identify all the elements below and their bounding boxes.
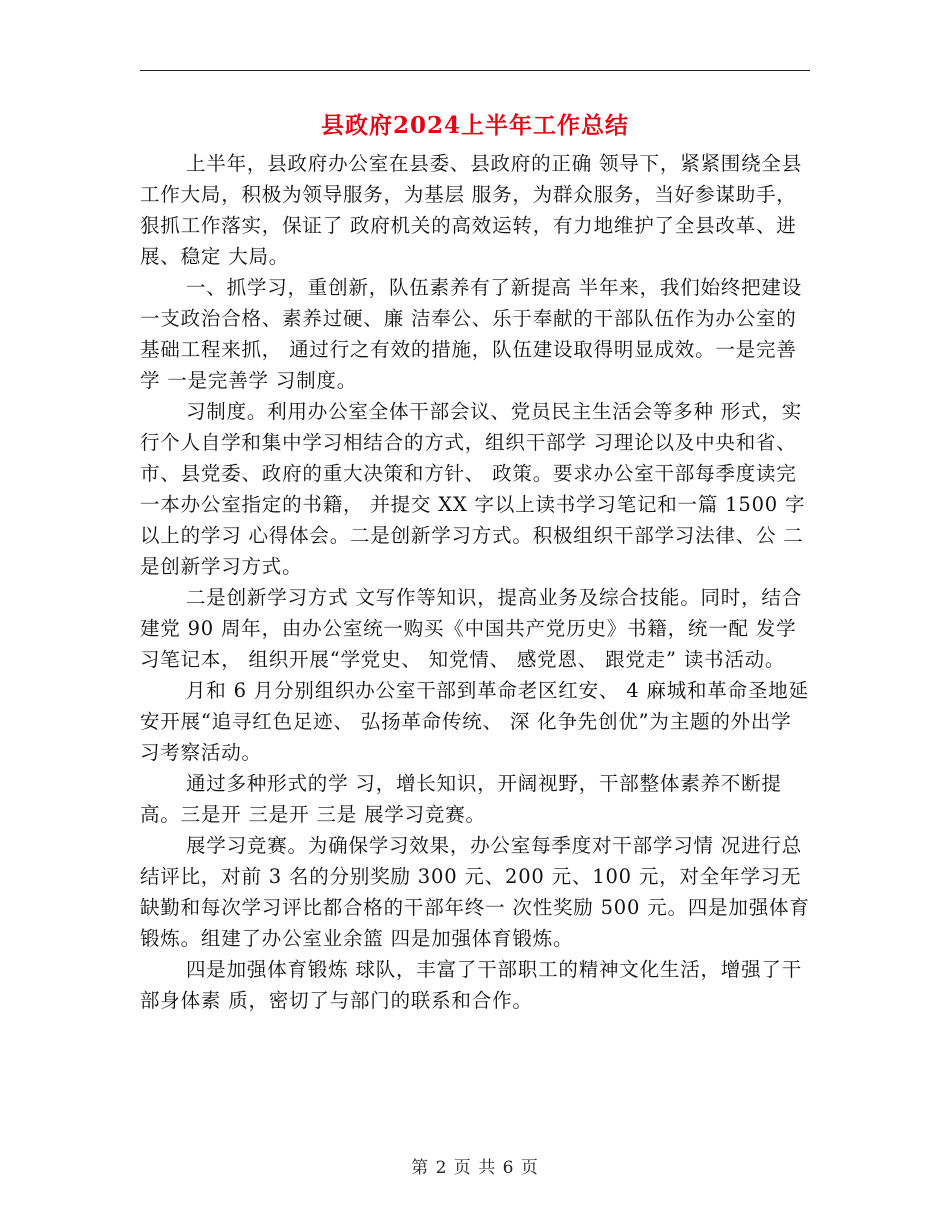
page-number-footer: 第 2 页 共 6 页 — [411, 1158, 539, 1178]
paragraph: 二是创新学习方式 文写作等知识，提高业务及综合技能。同时，结合建党 90 周年，由办公室统一购买《中国共产党历史》书籍，统一配 发学习笔记本， 组织开展“学党史、 知党情、 感党恩、 跟党走” 读书活动。 — [140, 586, 802, 671]
paragraph: 月和 6 月分别组织办公室干部到革命老区红安、 4 麻城和革命圣地延安开展“追寻红色足迹、 弘扬革命传统、 深 化争先创优”为主题的外出学习考察活动。 — [140, 679, 809, 764]
paragraph: 一、抓学习，重创新，队伍素养有了新提高 半年来，我们始终把建设一支政治合格、素养过硬、廉 洁奉公、乐于奉献的干部队伍作为办公室的基础工程来抓， 通过行之有效的措施，队伍建设取得明显成效。一是完善学 一是完善学 习制度。 — [140, 276, 802, 392]
paragraph: 上半年，县政府办公室在县委、县政府的正确 领导下，紧紧围绕全县工作大局，积极为领导服务，为基层 服务，为群众服务，当好参谋助手，狠抓工作落实，保证了 政府机关的高效运转，有力地维护了全县改革、进展、稳定 大局。 — [140, 152, 802, 268]
header-rule — [140, 70, 810, 71]
paragraph: 通过多种形式的学 习，增长知识，开阔视野，干部整体素养不断提高。三是开 三是开 三是 展学习竞赛。 — [140, 772, 782, 826]
paragraph: 四是加强体育锻炼 球队，丰富了干部职工的精神文化生活，增强了干部身体素 质，密切了与部门的联系和合作。 — [140, 958, 802, 1012]
document-body — [140, 148, 810, 1016]
document-title: 县政府2024上半年工作总结 — [320, 112, 629, 139]
paragraph: 展学习竞赛。为确保学习效果，办公室每季度对干部学习情 况进行总结评比，对前 3 名的分别奖励 300 元、200 元、100 元，对全年学习无缺勤和每次学习评比都合格的干部年终一 次性奖励 500 元。四是加强体育锻炼。组建了办公室业余篮 四是加强体育锻炼。 — [140, 834, 810, 950]
paragraph: 习制度。利用办公室全体干部会议、党员民主生活会等多种 形式，实行个人自学和集中学习相结合的方式，组织干部学 习理论以及中央和省、市、县党委、政府的重大决策和方针、 政策。要求办公室干部每季度读完一本办公室指定的书籍， 并提交 XX 字以上读书学习笔记和一篇 1500 字以上的学习 心得体会。二是创新学习方式。积极组织干部学习法律、公 二是创新学习方式。 — [140, 400, 806, 578]
